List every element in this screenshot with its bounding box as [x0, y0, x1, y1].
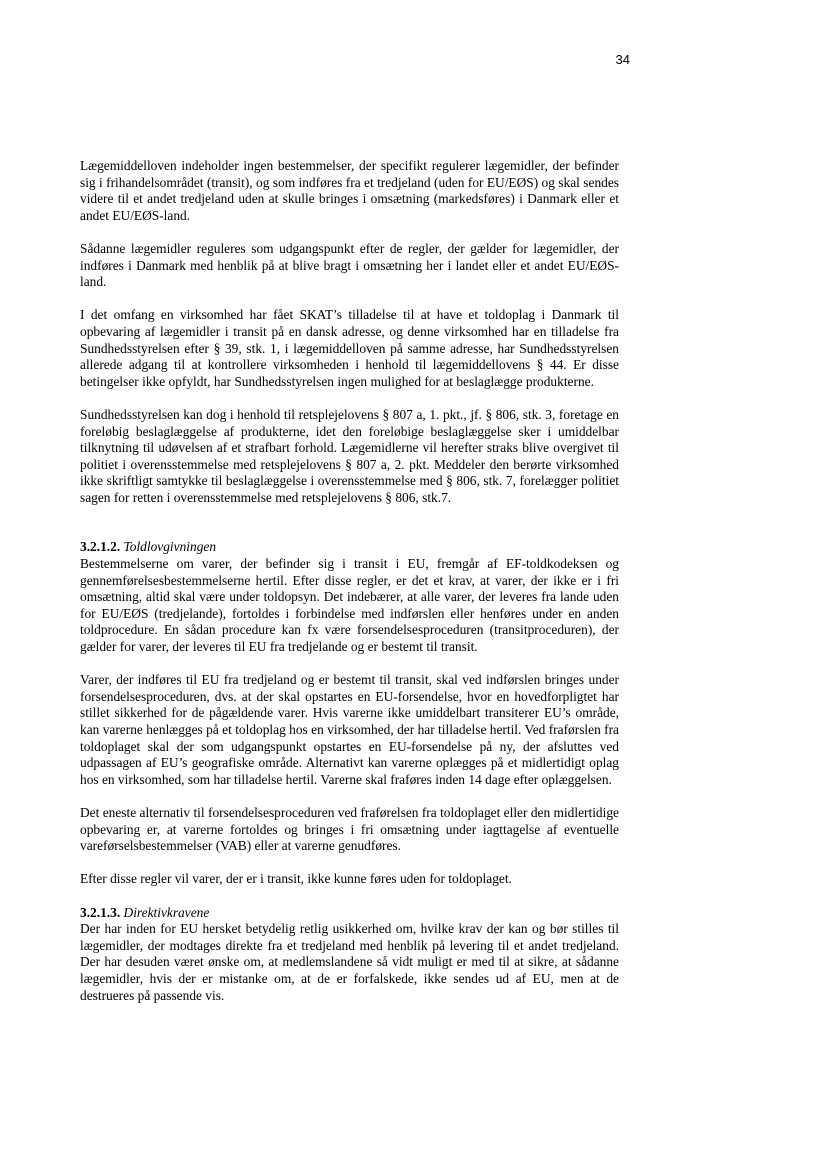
paragraph-toldlov-2: Varer, der indføres til EU fra tredjeland og er bestemt til transit, skal ved indførslen bringes under forsendelsesproceduren, dvs. at der skal opstartes en EU-forsendelse, hvor en hovedforpligtet har stillet sikkerhed for de pågældende varer. Hvis varerne ikke umiddelbart transiterer EU’s område, kan varerne henlægges på et toldoplag hos en virksomhed, der har tilladelse hertil. Ved fraførslen fra toldoplaget skal der som udgangspunkt opstartes en EU-forsendelse på ny, der afsluttes ved udpassagen af EU’s geografiske område. Alternativt kan varerne oplægges på et midlertidigt oplag hos en virksomhed, som har tilladelse hertil. Varerne skal fraføres inden 14 dage efter oplæggelsen. — [80, 672, 619, 787]
paragraph-seizure: Sundhedsstyrelsen kan dog i henhold til retsplejelovens § 807 a, 1. pkt., jf. § 806, stk. 3, foretage en foreløbig beslaglæggelse af produkterne, idet den foreløbige beslaglæggelse sker i umiddelbar tilknytning til udøvelsen af et strafbart forhold. Lægemidlerne vil herefter straks blive overgivet til politiet i overensstemmelse med retsplejelovens § 807 a, 2. pkt. Meddeler den berørte virksomhed ikke skriftligt samtykke til beslaglæggelse i overensstemmelse med § 806, stk. 7, forelægger politiet sagen for retten i overensstemmelse med retsplejelovens § 806, stk.7. — [80, 406, 619, 505]
document-body — [80, 158, 619, 1004]
paragraph-direktiv-1: Der har inden for EU hersket betydelig retlig usikkerhed om, hvilke krav der kan og bør stilles til lægemidler, der modtages direkte fra et tredjeland med henblik på levering til et andet tredjeland. Der har desuden været ønske om, at medlemslandene så vidt muligt er med til at sikre, at sådanne lægemidler, hvis der er mistanke om, at de er forfalskede, ikke sendes ud af EU, men at de destrueres på passende vis. — [80, 921, 619, 1003]
paragraph-toldlov-4: Efter disse regler vil varer, der er i transit, ikke kunne føres uden for toldoplaget. — [80, 871, 512, 887]
paragraph-toldlov-3: Det eneste alternativ til forsendelsesproceduren ved fraførelsen fra toldoplaget eller den midlertidige opbevaring er, at varerne fortoldes og bringes i fri omsætning under iagttagelse af eventuelle vareførselsbestemmelser (VAB) eller at varerne genudføres. — [80, 804, 619, 854]
paragraph-skat-permission: I det omfang en virksomhed har fået SKAT’s tilladelse til at have et toldoplag i Danmark til opbevaring af lægemidler i transit på en dansk adresse, og denne virksomhed har en tilladelse fra Sundhedsstyrelsen efter § 39, stk. 1, i lægemiddelloven på samme adresse, har Sundhedsstyrelsen allerede adgang til at kontrollere virksomheden i henhold til lægemiddellovens § 44. Er disse betingelser ikke opfyldt, har Sundhedsstyrelsen ingen mulighed for at beslaglægge produkterne. — [80, 307, 619, 389]
section-number: 3.2.1.2. — [80, 539, 121, 555]
section-heading-direktiv — [80, 905, 619, 922]
paragraph-transit-intro: Lægemiddelloven indeholder ingen bestemmelser, der specifikt regulerer lægemidler, der befinder sig i frihandelsområdet (transit), og som indføres fra et tredjeland (uden for EU/EØS) og skal sendes videre til et andet tredjeland uden at skulle bringes i omsætning (markedsføres) i Danmark eller et andet EU/EØS-land. — [80, 158, 619, 223]
section-title: Toldlovgivningen — [123, 539, 217, 555]
section-number: 3.2.1.3. — [80, 904, 121, 920]
section-heading-toldlov — [80, 539, 619, 556]
page-number: 34 — [615, 52, 630, 67]
paragraph-regulation: Sådanne lægemidler reguleres som udgangspunkt efter de regler, der gælder for lægemidler, der indføres i Danmark med henblik på at blive bragt i omsætning her i landet eller et andet EU/EØS-land. — [80, 240, 619, 290]
section-title: Direktivkravene — [123, 904, 210, 920]
paragraph-toldlov-1: Bestemmelserne om varer, der befinder sig i transit i EU, fremgår af EF-toldkodeksen og gennemførelsesbestemmelserne hertil. Efter disse regler, er det et krav, at varer, der ikke er i fri omsætning, altid skal være under toldopsyn. Det indebærer, at alle varer, der leveres fra lande uden for EU/EØS (tredjelande), fortoldes i forbindelse med indførslen eller henføres under en anden toldprocedure. En sådan procedure kan fx være forsendelsesproceduren (transitproceduren), der gælder for varer, der leveres til EU fra tredjelande og er bestemt til transit. — [80, 556, 619, 655]
